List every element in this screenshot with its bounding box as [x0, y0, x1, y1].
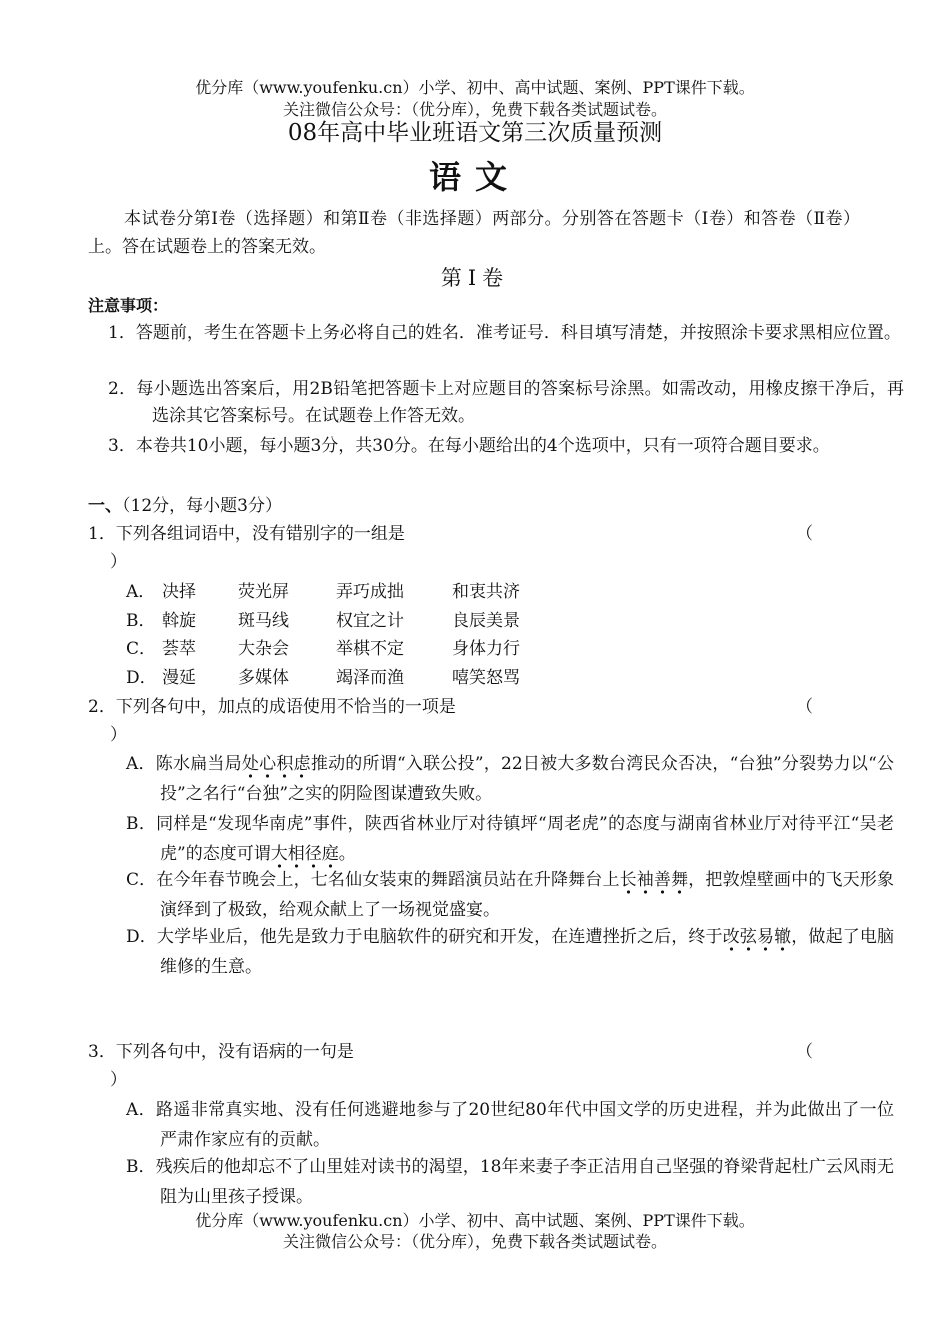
q1-option-c: C． 荟萃 大杂会 举棋不定 身体力行: [126, 639, 520, 659]
answer-paren-open: （: [796, 524, 813, 544]
footer-ad-line-2: 关注微信公众号：（优分库），免费下载各类试题试卷。: [282, 1232, 667, 1251]
part-title: 第Ⅰ卷: [440, 266, 510, 290]
question-2: [88, 693, 860, 749]
dotted-idiom: 辙: [774, 927, 791, 952]
dotted-idiom: 处心积虑: [242, 754, 311, 779]
exam-title: 08年高中毕业班语文第三次质量预测: [287, 120, 663, 146]
notice-title: 注意事项：: [88, 296, 169, 315]
q2-option-b: B．同样是“发现华南虎”事件，陕西省林业厅对待镇坪“周老虎”的态度与湖南省林业厅对待平江“吴老虎”的态度可谓大相径庭。: [126, 809, 894, 869]
footer-ad-line-1: 优分库（www.youfenku.cn）小学、初中、高中试题、案例、PPT课件下载。: [195, 1211, 755, 1230]
answer-paren-open: （: [796, 1042, 813, 1062]
answer-paren-close: ）: [110, 725, 127, 745]
section-desc: （12分，每小题3分）: [122, 496, 282, 516]
q1-option-a: A． 决择 荧光屏 弄巧成拙 和衷共济: [126, 582, 520, 602]
answer-paren-close: ）: [110, 552, 127, 572]
section-label: 一、: [88, 496, 122, 516]
q1-option-d: D． 漫延 多媒体 竭泽而渔 嘻笑怒骂: [126, 668, 520, 688]
dotted-idiom: 长袖善舞: [620, 870, 689, 895]
header-ad-line-2: 关注微信公众号：（优分库），免费下载各类试题试卷。: [282, 100, 667, 119]
q2-option-d: D．大学毕业后，他先是致力于电脑软件的研究和开发，在连遭挫折之后，终于改弦易辙，做起了电脑维修的生意。: [126, 927, 895, 977]
q2-option-c: C．在今年春节晚会上，七名仙女装束的舞蹈演员站在升降舞台上长袖善舞，把敦煌壁画中的飞天形象演绎到了极致，给观众献上了一场视觉盛宴。: [126, 870, 894, 920]
header-ad-line-1: 优分库（www.youfenku.cn）小学、初中、高中试题、案例、PPT课件下载。: [195, 78, 755, 97]
question-1: [88, 520, 860, 576]
q1-option-b: B． 斡旋 斑马线 权宜之计 良辰美景: [126, 611, 520, 631]
notice-item-1: 1．答题前，考生在答题卡上务必将自己的姓名．准考证号．科目填写清楚，并按照涂卡要求黑相应位置。: [108, 323, 901, 343]
notice-item-3: 3．本卷共10小题，每小题3分，共30分。在每小题给出的4个选项中，只有一项符合题目要求。: [108, 436, 830, 456]
q3-option-b: B．残疾后的他却忘不了山里娃对读书的渴望，18年来妻子李正洁用自己坚强的脊梁背起杜广云风雨无阻为山里孩子授课。: [126, 1157, 894, 1207]
q2-option-a: A．陈水扁当局处心积虑推动的所谓“入联公投”，22日被大多数台湾民众否决，“台独”分裂势力以“公投”之名行“台独”之实的阴险图谋遭致失败。: [126, 754, 895, 804]
answer-paren-open: （: [796, 697, 813, 717]
question-3: [88, 1038, 860, 1094]
dotted-idiom: 大相径庭: [271, 844, 339, 869]
answer-paren-close: ）: [110, 1070, 127, 1090]
notice-item-2: 2．每小题选出答案后，用2B铅笔把答题卡上对应题目的答案标号涂黑。如需改动，用橡皮擦干净后，再选涂其它答案标号。在试题卷上作答无效。: [108, 379, 904, 426]
subject-title: 语文: [428, 158, 521, 196]
question-3-stem: 3．下列各句中，没有语病的一句是: [88, 1042, 354, 1062]
question-1-stem: 1．下列各组词语中，没有错别字的一组是: [88, 524, 405, 544]
exam-intro: 本试卷分第Ⅰ卷（选择题）和第Ⅱ卷（非选择题）两部分。分别答在答题卡（Ⅰ卷）和答卷（Ⅱ卷）上。答在试题卷上的答案无效。: [88, 209, 860, 257]
dotted-idiom: 改弦易: [723, 927, 774, 952]
section-heading: [88, 494, 282, 518]
question-2-stem: 2．下列各句中，加点的成语使用不恰当的一项是: [88, 697, 456, 717]
q3-option-a: A．路遥非常真实地、没有任何逃避地参与了20世纪80年代中国文学的历史进程，并为此做出了一位严肃作家应有的贡献。: [126, 1100, 894, 1150]
